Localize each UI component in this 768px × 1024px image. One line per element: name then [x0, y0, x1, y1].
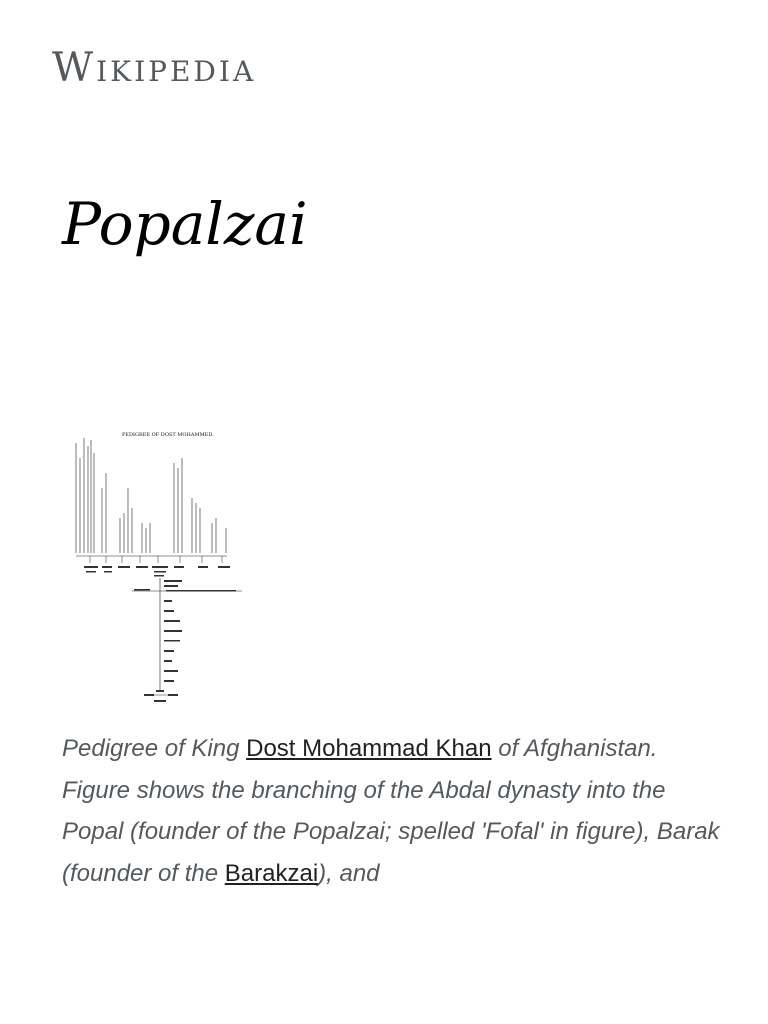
figure-caption — [62, 728, 722, 894]
pedigree-chart-image — [62, 428, 252, 708]
caption-text-3: ), and — [318, 859, 380, 887]
barakzai-link[interactable]: Barakzai — [224, 859, 319, 887]
caption-text-1: Pedigree of King — [62, 735, 247, 762]
header — [52, 40, 256, 96]
dost-mohammad-khan-link[interactable]: Dost Mohammad Khan — [246, 735, 492, 762]
figure-heading: PEDIGREE OF DOST MOHAMMED. — [122, 432, 214, 438]
pedigree-figure[interactable] — [62, 428, 252, 708]
page-title: Popalzai — [62, 190, 308, 258]
caption-text-2: of Afghanistan. Figure shows the branching of the Abdal dynasty into the Popal (founder of the Popalzai; spelled 'Fofal' in figure), Barak (founder of the — [62, 735, 720, 887]
wikipedia-logo[interactable]: Wikipedia — [52, 45, 257, 91]
